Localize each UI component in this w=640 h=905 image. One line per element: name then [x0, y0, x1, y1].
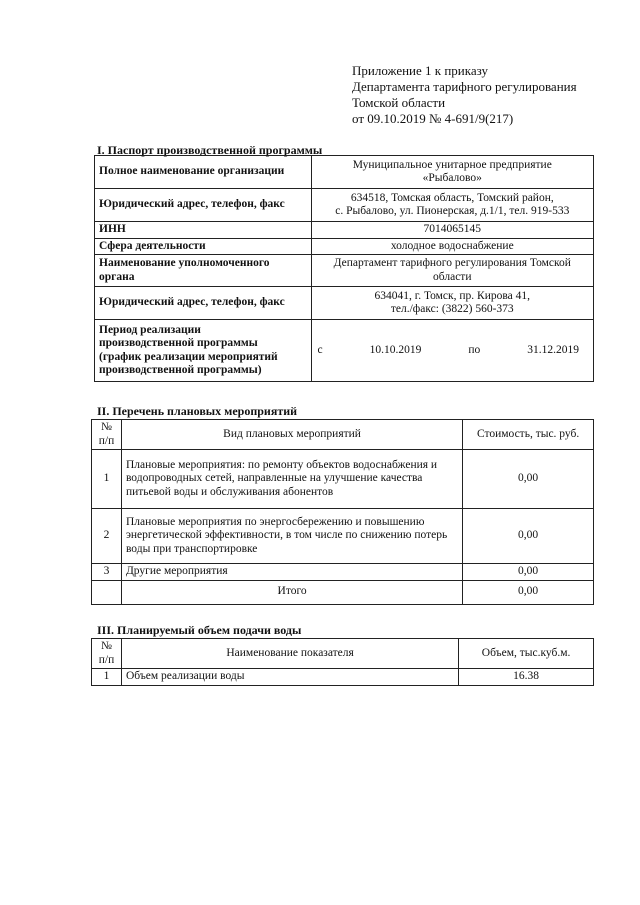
- section-1-title: I. Паспорт производственной программы: [97, 143, 323, 157]
- authority-value: Департамент тарифного регулирования Томской области: [311, 255, 593, 287]
- header-line: Департамента тарифного регулирования: [352, 79, 577, 94]
- col-header-name: Наименование показателя: [121, 639, 458, 669]
- row-name: Плановые мероприятия: по ремонту объектов водоснабжения и водопроводных сетей, направленные на улучшение качества питьевой воды и обслуживания абонентов: [121, 450, 462, 509]
- period-value: [311, 320, 593, 382]
- table-row: [95, 238, 594, 255]
- table-row-total: [92, 580, 594, 604]
- org-label: Полное наименование организации: [95, 156, 312, 189]
- table-row: [92, 450, 594, 509]
- col-header-kind: Вид плановых мероприятий: [121, 420, 462, 450]
- org-value: Муниципальное унитарное предприятие «Рыбалово»: [311, 156, 593, 189]
- period-to-word: по: [468, 343, 481, 356]
- total-value: 0,00: [463, 580, 594, 604]
- row-cost: 0,00: [463, 450, 594, 509]
- row-num: 2: [92, 509, 122, 564]
- row-cost: 0,00: [463, 564, 594, 581]
- section-3-title: III. Планируемый объем подачи воды: [97, 623, 302, 637]
- row-volume: 16.38: [459, 669, 594, 686]
- period-from-word: с: [317, 343, 323, 356]
- col-header-cost: Стоимость, тыс. руб.: [463, 420, 594, 450]
- inn-value: 7014065145: [311, 222, 593, 239]
- total-label: Итого: [121, 580, 462, 604]
- volume-table: [91, 638, 594, 686]
- table-row: [92, 639, 594, 669]
- sphere-value: холодное водоснабжение: [311, 238, 593, 255]
- sphere-label: Сфера деятельности: [95, 238, 312, 255]
- table-row: [92, 669, 594, 686]
- col-header-num: № п/п: [92, 420, 122, 450]
- row-num: 1: [92, 669, 122, 686]
- header-line: Томской области: [352, 95, 446, 110]
- table-row: [95, 156, 594, 189]
- table-row: [92, 509, 594, 564]
- table-row: [95, 222, 594, 239]
- section-2-title: II. Перечень плановых мероприятий: [97, 404, 298, 418]
- authority-addr-value: 634041, г. Томск, пр. Кирова 41, тел./факс: (3822) 560-373: [311, 287, 593, 320]
- table-row: [95, 287, 594, 320]
- passport-table: [94, 155, 594, 382]
- order-header: [352, 63, 632, 127]
- addr-label: Юридический адрес, телефон, факс: [95, 189, 312, 222]
- period-label: Период реализации производственной программы (график реализации мероприятий производственной программы): [95, 320, 312, 382]
- row-num: 1: [92, 450, 122, 509]
- row-cost: 0,00: [463, 509, 594, 564]
- table-row: [95, 255, 594, 287]
- row-name: Другие мероприятия: [121, 564, 462, 581]
- header-line: от 09.10.2019 № 4-691/9(217): [352, 111, 514, 126]
- total-empty: [92, 580, 122, 604]
- table-row: [92, 420, 594, 450]
- authority-label: Наименование уполномоченного органа: [95, 255, 312, 287]
- addr-value: 634518, Томская область, Томский район, с. Рыбалово, ул. Пионерская, д.1/1, тел. 919-533: [311, 189, 593, 222]
- authority-addr-label: Юридический адрес, телефон, факс: [95, 287, 312, 320]
- period-from: 10.10.2019: [369, 343, 422, 356]
- row-num: 3: [92, 564, 122, 581]
- table-row: [95, 320, 594, 382]
- period-to: 31.12.2019: [527, 343, 579, 356]
- table-row: [95, 189, 594, 222]
- inn-label: ИНН: [95, 222, 312, 239]
- measures-table: [91, 419, 594, 605]
- col-header-num: № п/п: [92, 639, 122, 669]
- row-name: Объем реализации воды: [121, 669, 458, 686]
- table-row: [92, 564, 594, 581]
- col-header-volume: Объем, тыс.куб.м.: [459, 639, 594, 669]
- header-line: Приложение 1 к приказу: [352, 63, 489, 78]
- row-name: Плановые мероприятия по энергосбережению и повышению энергетической эффективности, в том числе по снижению потерь воды при транспортировке: [121, 509, 462, 564]
